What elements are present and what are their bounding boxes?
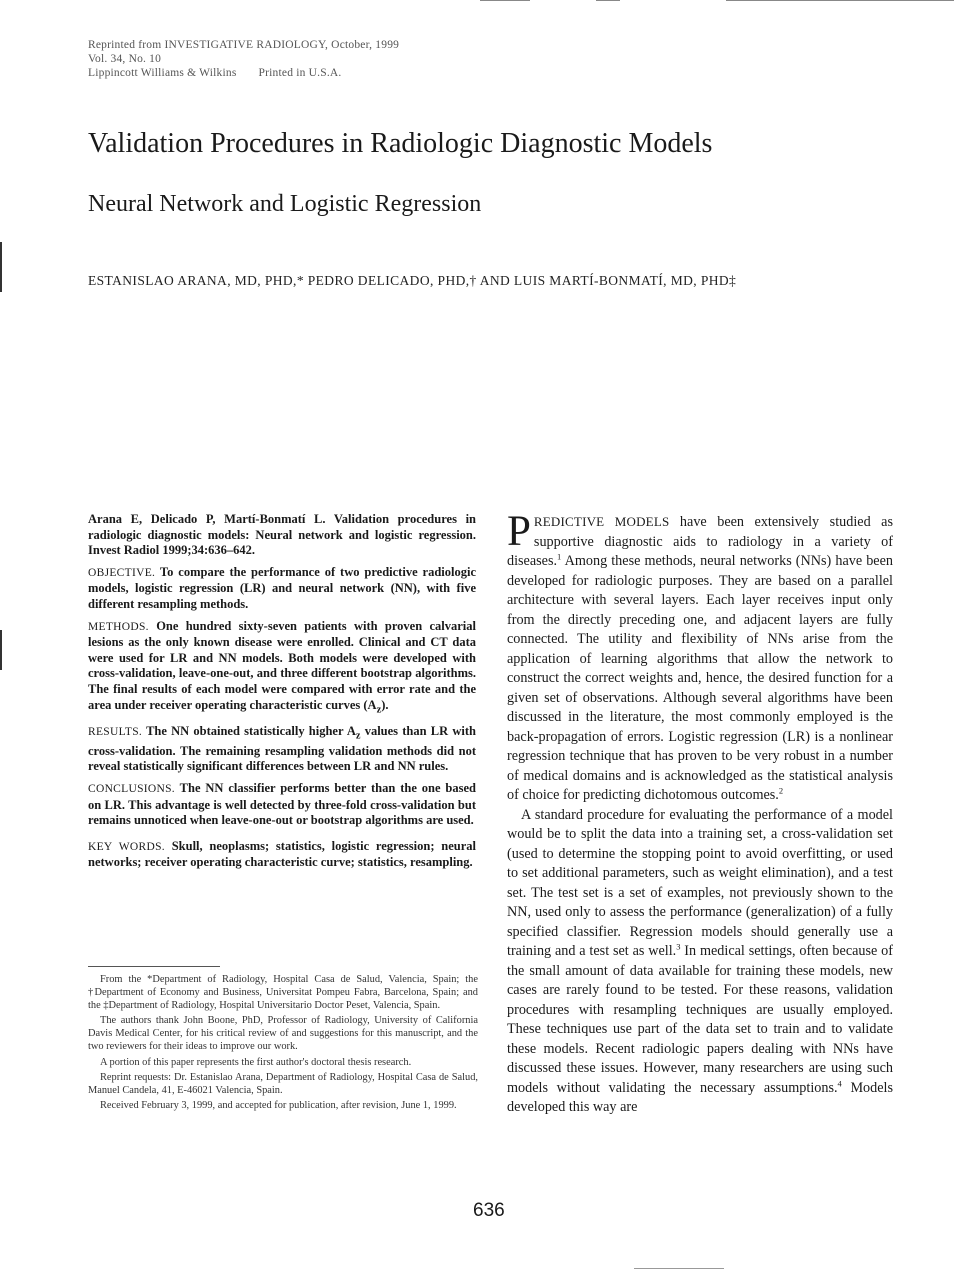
body-text xyxy=(507,508,894,1118)
scan-edge-line xyxy=(480,0,530,1)
reference-marker: 4 xyxy=(837,1077,842,1088)
header-volume: Vol. 34, No. 10 xyxy=(88,53,162,65)
reference-marker: 1 xyxy=(557,551,562,562)
scan-edge-line xyxy=(596,0,620,1)
header-printed: Printed in U.S.A. xyxy=(258,67,342,79)
body-paragraph: A standard procedure for evaluating the performance of a model would be to split the data into a training set, a cross-validation set (used to determine the stopping point to avoid overfitting, or used to set additional parameters, such as weight elimination), and a test set. The test set is a set of examples, not previously shown to the NN, used only to assess the performance (generalization) of a fully specified classifier. Regression models should generally use a training and a test set as well.$^3$ In medical settings, often because of the small amount of data available for training these models, new cases are rarely found to be tested. For these reasons, validation procedures with resampling techniques are usually employed. These techniques use part of the data set to train and to validate these models. Recent radiologic papers dealing with NNs have discussed these issues. However, many researchers are using such models without validating the necessary assumptions.$^4$ Models developed this way are xyxy=(507,806,893,1115)
abstract-results: RESULTS. The NN obtained statistically higher $A_z$ values than LR with cross-validation. The remaining resampling validation methods did not reveal statistically significant differences between LR and NN rules. xyxy=(88,723,476,774)
abstract-keywords: KEY WORDS. Skull, neoplasms; statistics, logistic regression; neural networks; receiver operating characteristic curve; statistics, resampling. xyxy=(88,838,476,870)
scan-margin-mark xyxy=(0,630,2,670)
footnote-acknowledgments: The authors thank John Boone, PhD, Professor of Radiology, University of California Davis Medical Center, for his critical review of and suggestions for this manuscript, and the two reviewers for their ideas to improve our work. xyxy=(88,1015,478,1053)
section-label: KEY WORDS. xyxy=(88,840,165,853)
footnote-divider xyxy=(88,966,220,967)
section-label: METHODS. xyxy=(88,620,149,633)
section-label: RESULTS. xyxy=(88,725,143,738)
abstract-conclusions: CONCLUSIONS. The NN classifier performs better than the one based on LR. This advantage is well detected by three-fold cross-validation but remains unnoticed when leave-one-out or bootstrap algorithms are used. xyxy=(88,780,476,828)
scan-edge-line xyxy=(726,0,954,1)
abstract-citation: Arana E, Delicado P, Martí-Bonmatí L. Validation procedures in radiologic diagnostic models: Neural network and logistic regression. Invest Radiol 1999;34:636–642. xyxy=(88,512,476,558)
abstract-objective: OBJECTIVE. To compare the performance of two predictive radiologic models, logistic regression (LR) and neural network (NN), with five different resampling methods. xyxy=(88,564,477,611)
footnote-received: Received February 3, 1999, and accepted for publication, after revision, June 1, 1999. xyxy=(100,1099,457,1111)
header-journal: Reprinted from INVESTIGATIVE RADIOLOGY, October, 1999 xyxy=(88,39,400,51)
reference-marker: 2 xyxy=(778,785,784,796)
author-list: ESTANISLAO ARANA, MD, PHD,* PEDRO DELICADO, PHD,† AND LUIS MARTÍ-BONMATÍ, MD, PHD‡ xyxy=(88,273,737,288)
footnote-thesis: A portion of this paper represents the first author's doctoral thesis research. xyxy=(100,1056,412,1068)
footnote-affiliations: From the *Department of Radiology, Hospital Casa de Salud, Valencia, Spain; the †Department of Economy and Business, Universitat Pompeu Fabra, Barcelona, Spain; and the ‡Department of Radiology, Hospital Universitario Doctor Peset, Valencia, Spain. xyxy=(88,974,478,1012)
drop-cap: P xyxy=(507,508,531,555)
footnote-reprints: Reprint requests: Dr. Estanislao Arana, Department of Radiology, Hospital Casa de Salud, Manuel Candela, 41, E-46021 Valencia, Spain. xyxy=(88,1071,478,1096)
section-label: OBJECTIVE. xyxy=(88,566,156,579)
reference-marker: 3 xyxy=(676,941,681,952)
article-subtitle: Neural Network and Logistic Regression xyxy=(88,191,482,217)
section-label: CONCLUSIONS. xyxy=(88,782,175,795)
abstract xyxy=(88,512,476,877)
header-publisher: Lippincott Williams & Wilkins xyxy=(88,67,237,79)
footnotes xyxy=(88,973,478,1114)
scan-margin-mark xyxy=(0,242,2,292)
article-title: Validation Procedures in Radiologic Diagnostic Models xyxy=(88,128,713,159)
reprint-header xyxy=(88,38,399,80)
page-number: 636 xyxy=(473,1200,505,1221)
abstract-methods: METHODS. One hundred sixty-seven patients with proven calvarial lesions as the only known disease were enrolled. Clinical and CT data were used for LR and NN models. Both models were developed with cross-validation, leave-one-out, and three different bootstrap algorithms. The final results of each model were compared with error rate and the area under receiver operating characteristic curves $(A_z)$. xyxy=(88,618,476,716)
body-paragraph: PREDICTIVE MODELS have been extensively studied as supportive diagnostic aids to radiology in a variety of diseases.$^1$ Among these methods, neural networks (NNs) have been developed for radiologic purposes. They are based on a parallel architecture with several layers. Each layer receives input only from the directly preceding one, and adjacent layers are fully connected. The utility and flexibility of NNs arise from the application of learning algorithms that allow the network to construct the correct weights and, hence, the desired function for a given set of observations. Although several algorithms have been discussed in the literature, the most commonly employed is the back-propagation of errors. Logistic regression (LR) is a nonlinear regression technique that has proven to be very robust in a number of medical domains and is acknowledged as the statistical analysis of choice for predicting dichotomous outcomes.$^2$ xyxy=(507,508,894,803)
scan-edge-line xyxy=(634,1268,724,1269)
